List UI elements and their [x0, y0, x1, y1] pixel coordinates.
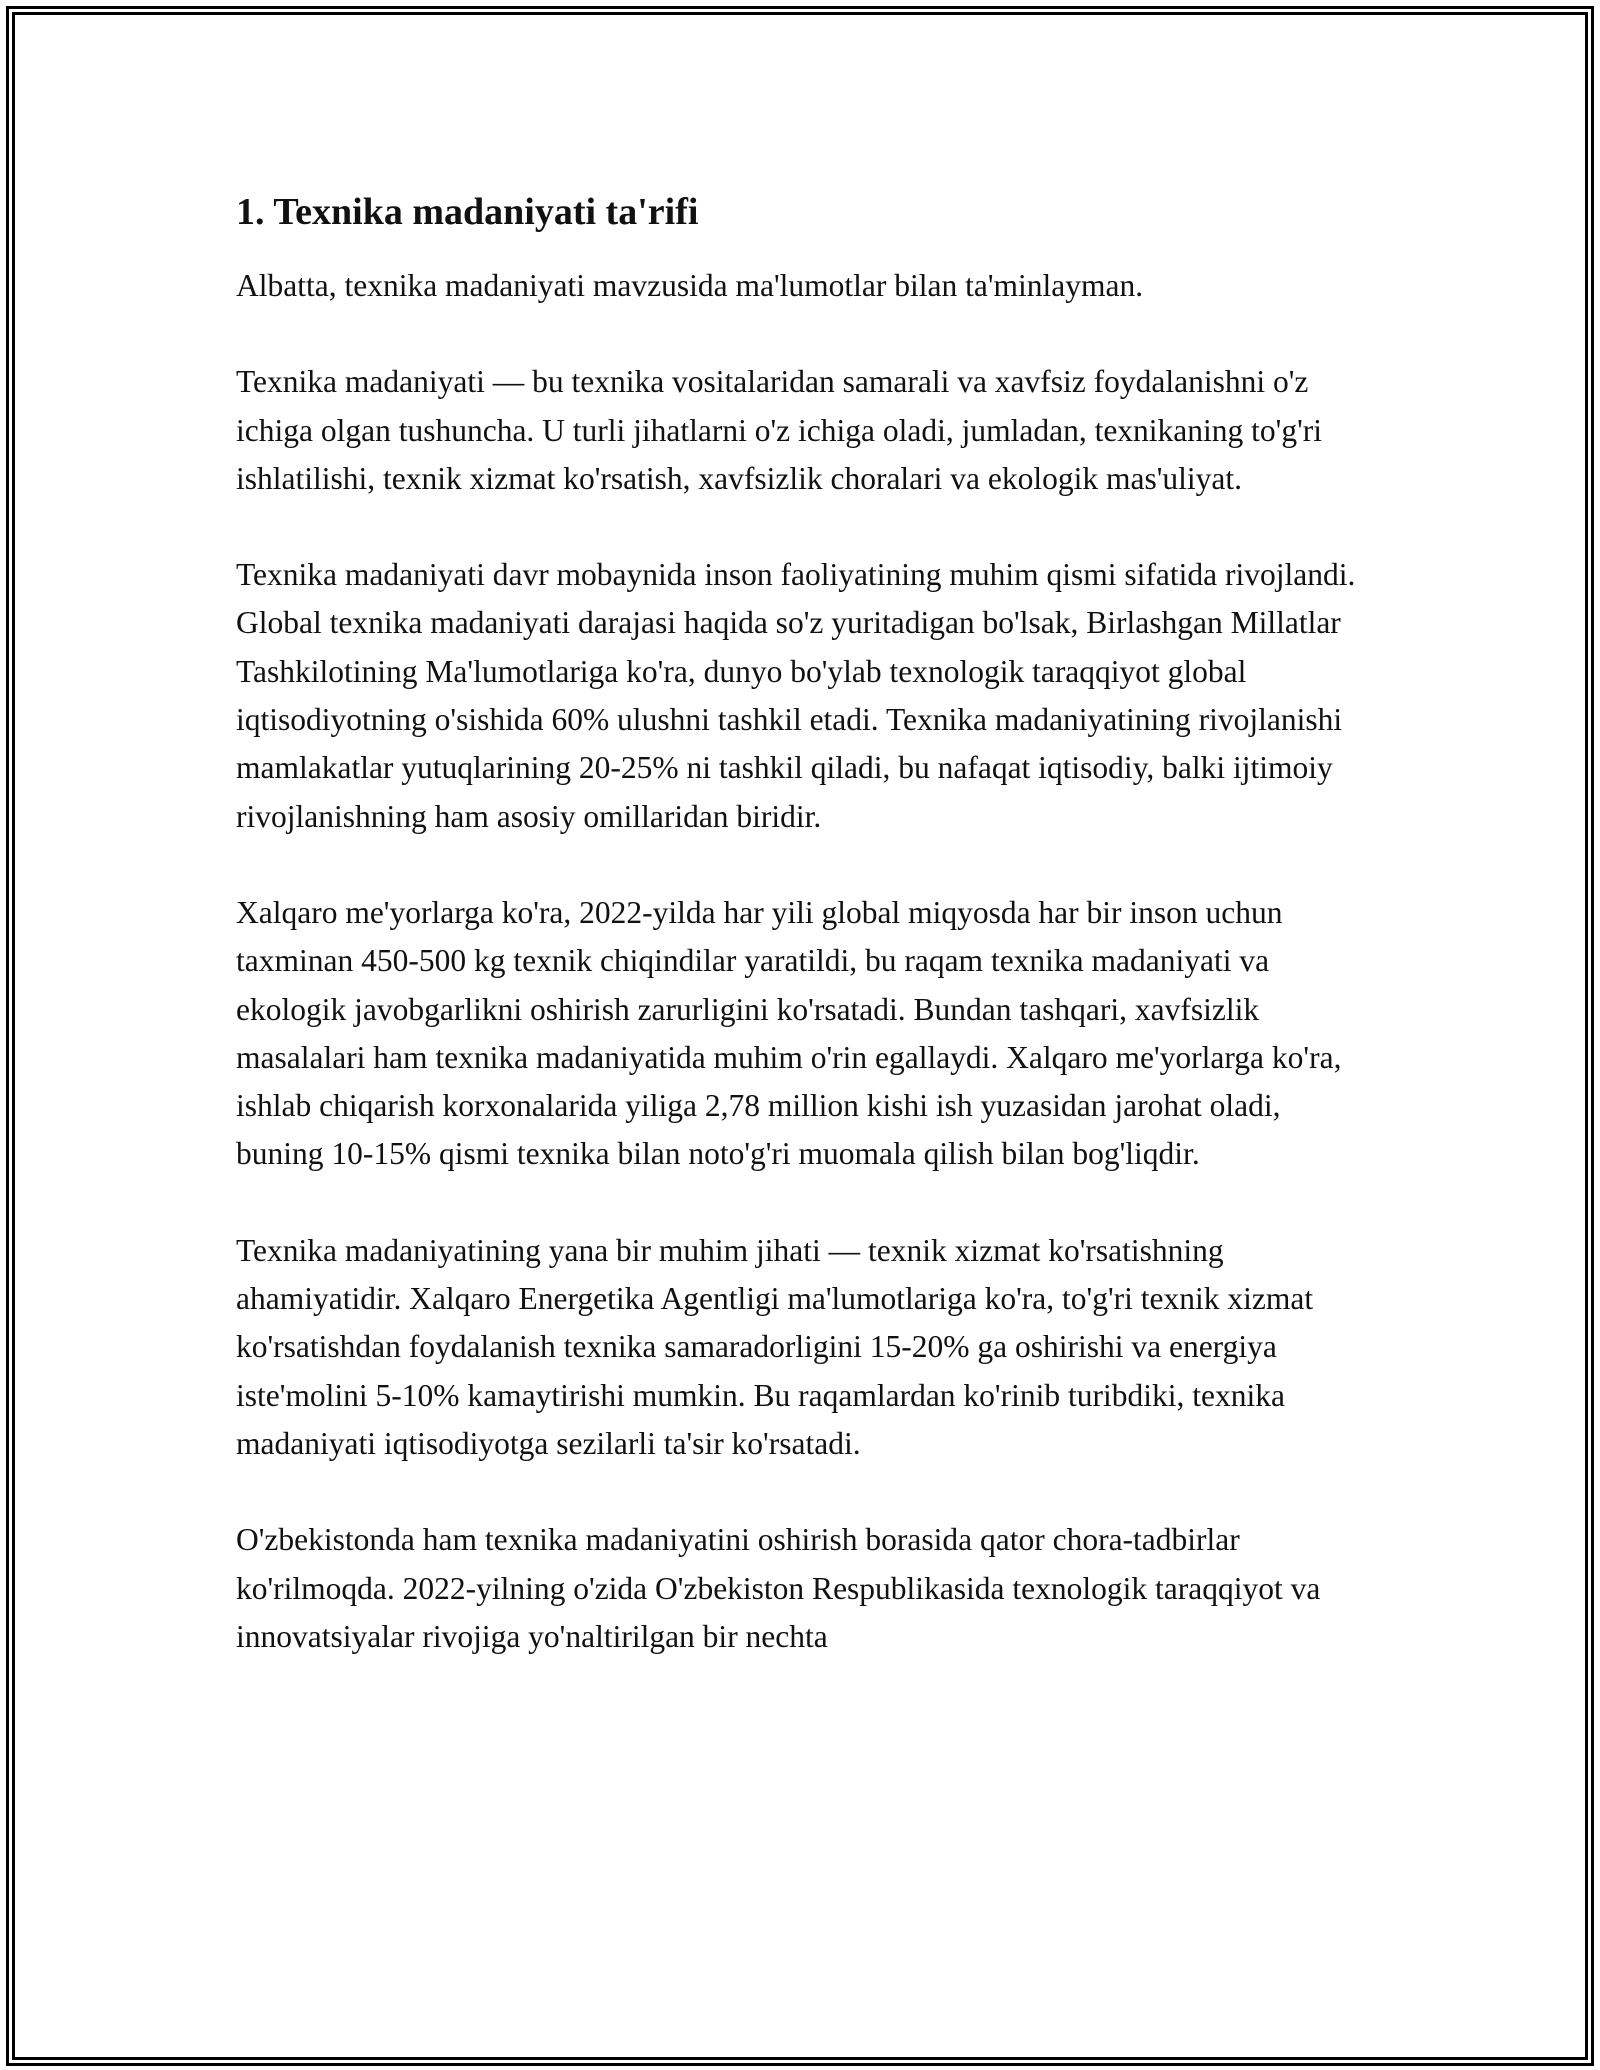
paragraph-maintenance: Texnika madaniyatining yana bir muhim jihati — texnik xizmat ko'rsatishning ahamiyatidir. Xalqaro Energetika Agentligi ma'lumotlariga ko'ra, to'g'ri texnik xizmat ko'rsatishdan foydalanish texnika samaradorligini 15-20% ga oshirishi va energiya iste'molini 5-10% kamaytirishi mumkin. Bu raqamlardan ko'rinib turibdiki, texnika madaniyati iqtisodiyotga sezilarli ta'sir ko'rsatadi. [236, 1232, 1314, 1461]
paragraph-waste-safety: Xalqaro me'yorlarga ko'ra, 2022-yilda har yili global miqyosda har bir inson uchun taxminan 450-500 kg texnik chiqindilar yaratildi, bu raqam texnika madaniyati va ekologik javobgarlikni oshirish zarurligini ko'rsatadi. Bundan tashqari, xavfsizlik masalalari ham texnika madaniyatida muhim o'rin egallaydi. Xalqaro me'yorlarga ko'ra, ishlab chiqarish korxonalarida yiliga 2,78 million kishi ish yuzasidan jarohat oladi, buning 10-15% qismi texnika bilan noto'g'ri muomala qilish bilan bog'liqdir. [236, 894, 1342, 1172]
paragraph-history: Texnika madaniyati davr mobaynida inson faoliyatining muhim qismi sifatida rivojlandi. Global texnika madaniyati darajasi haqida so'z yuritadigan bo'lsak, Birlashgan Millatlar Tashkilotining Ma'lumotlariga ko'ra, dunyo bo'ylab texnologik taraqqiyot global iqtisodiyotning o'sishida 60% ulushni tashkil etadi. Texnika madaniyatining rivojlanishi mamlakatlar yutuqlarining 20-25% ni tashkil qiladi, bu nafaqat iqtisodiy, balki ijtimoiy rivojlanishning ham asosiy omillaridan biridir. [236, 557, 1356, 834]
paragraph-intro: Albatta, texnika madaniyati mavzusida ma'lumotlar bilan ta'minlayman. [236, 268, 1144, 303]
paragraph-uzbekistan: O'zbekistonda ham texnika madaniyatini oshirish borasida qator chora-tadbirlar ko'rilmoqda. 2022-yilning o'zida O'zbekiston Respublikasida texnologik taraqqiyot va innovatsiyalar rivojiga yo'naltirilgan bir nechta [236, 1522, 1321, 1654]
paragraph-definition: Texnika madaniyati — bu texnika vositalaridan samarali va xavfsiz foydalanishni o'z ichiga olgan tushuncha. U turli jihatlarni o'z ichiga oladi, jumladan, texnikaning to'g'ri ishlatilishi, texnik xizmat ko'rsatish, xavfsizlik choralari va ekologik mas'uliyat. [236, 364, 1323, 496]
section-heading: 1. Texnika madaniyati ta'rifi [236, 191, 699, 233]
document-body [236, 188, 1372, 1709]
